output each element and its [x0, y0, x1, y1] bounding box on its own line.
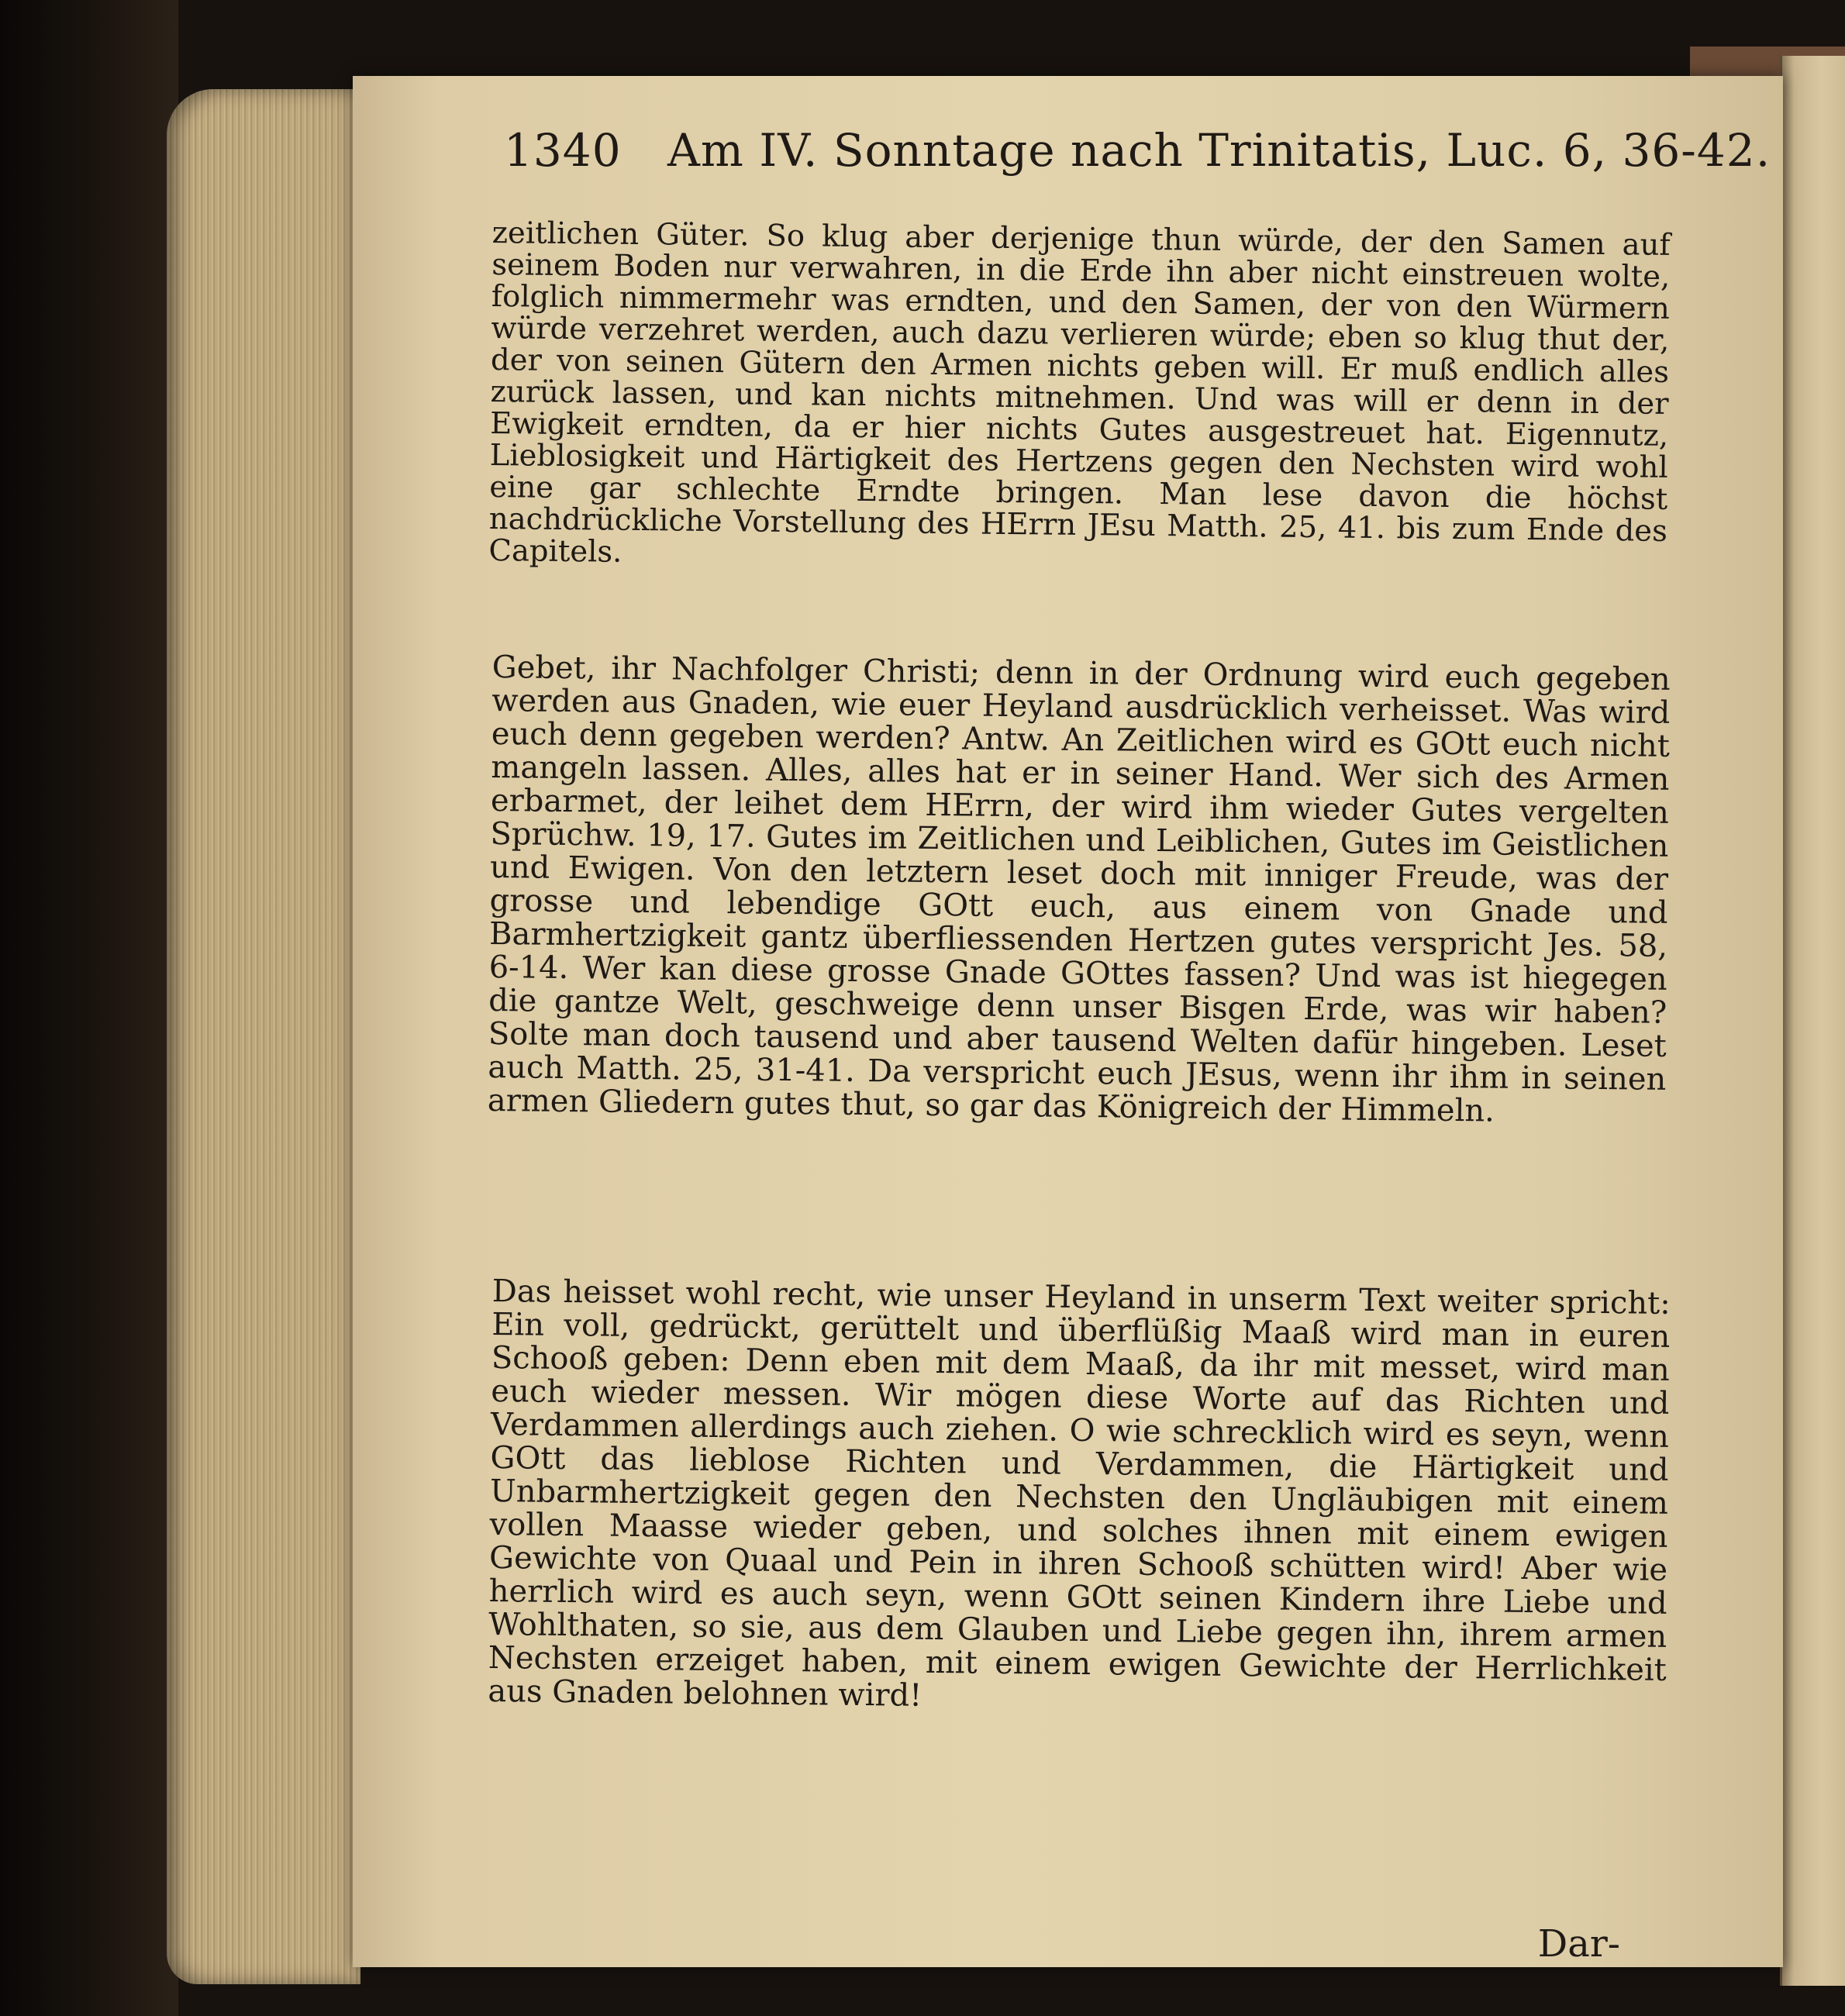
page-number: 1340: [504, 124, 622, 177]
paragraph-2: Gebet, ihr Nachfolger Christi; denn in der Ordnung wird euch gegeben werden aus Gnaden, wie euer Heyland ausdrücklich verheisset. Was wird euch denn gegeben werden? Antw. An Zeitlichen wird es GOtt euch nicht mangeln lassen. Alles, alles hat er in seiner Hand. Wer sich des Armen erbarmet, der leihet dem HErrn, der wird ihm wieder Gutes vergelten Sprüchw. 19, 17. Gutes im Zeitlichen und Leiblichen, Gutes im Geistlichen und Ewigen. Von den letztern leset doch mit inniger Freude, was der grosse und lebendige GOtt euch, aus einem von Gnade und Barmhertzigkeit gantz überfliessenden Hertzen gutes verspricht Jes. 58, 6-14. Wer kan diese grosse Gnade GOttes fassen? Und was ist hiegegen die gantze Welt, geschweige denn unser Bisgen Erde, was wir haben? Solte man doch tausend und aber tausend Welten dafür hingeben. Leset auch Matth. 25, 31-41. Da verspricht euch JEsus, wenn ihr ihm in seinen armen Gliedern gutes thut, so gar das Königreich der Himmeln.: [487, 650, 1671, 1129]
catchword: Dar-: [1537, 1922, 1620, 1966]
binding-shadow: [0, 0, 178, 2016]
paragraph-3: Das heisset wohl recht, wie unser Heyland in unserm Text weiter spricht: Ein voll, gedrückt, gerüttelt und überflüßig Maaß wird man in euren Schooß geben: Denn eben mit dem Maaß, da ihr mit messet, wird man euch wieder messen. Wir mögen diese Worte auf das Richten und Verdammen allerdings auch ziehen. O wie schrecklich wird es seyn, wenn GOtt das lieblose Richten und Verdammen, die Härtigkeit und Unbarmhertzigkeit gegen den Nechsten den Ungläubigen mit einem vollen Maasse wieder geben, und solches ihnen mit einem ewigen Gewichte von Quaal und Pein in ihren Schooß schütten wird! Aber wie herrlich wird es auch seyn, wenn GOtt seinen Kindern ihre Liebe und Wohlthaten, so sie, aus dem Glauben und Liebe gegen ihn, ihrem armen Nechsten erzeiget haben, mit einem ewigen Gewichte der Herrlichkeit aus Gnaden belohnen wird!: [488, 1273, 1671, 1714]
facing-page-edge: [1780, 56, 1845, 1986]
page-edges: [167, 89, 360, 1984]
paragraph-1: zeitlichen Güter. So klug aber derjenige thun würde, der den Samen auf seinem Boden nur verwahren, in die Erde ihn aber nicht einstreuen wolte, folglich nimmermehr was erndten, und den Samen, der von den Würmern würde verzehret werden, auch dazu verlieren würde; eben so klug thut der, der von seinen Gütern den Armen nichts geben will. Er muß endlich alles zurück lassen, und kan nichts mitnehmen. Und was will er denn in der Ewigkeit erndten, da er hier nichts Gutes ausgestreuet hat. Eigennutz, Lieblosigkeit und Härtigkeit des Hertzens gegen den Nechsten wird wohl eine gar schlechte Erndte bringen. Man lese davon die höchst nachdrückliche Vorstellung des HErrn JEsu Matth. 25, 41. bis zum Ende des Capitels.: [488, 215, 1671, 570]
header-title: Am IV. Sonntage nach Trinitatis, Luc. 6, 36-42.: [667, 124, 1771, 177]
running-header: [504, 124, 1771, 194]
